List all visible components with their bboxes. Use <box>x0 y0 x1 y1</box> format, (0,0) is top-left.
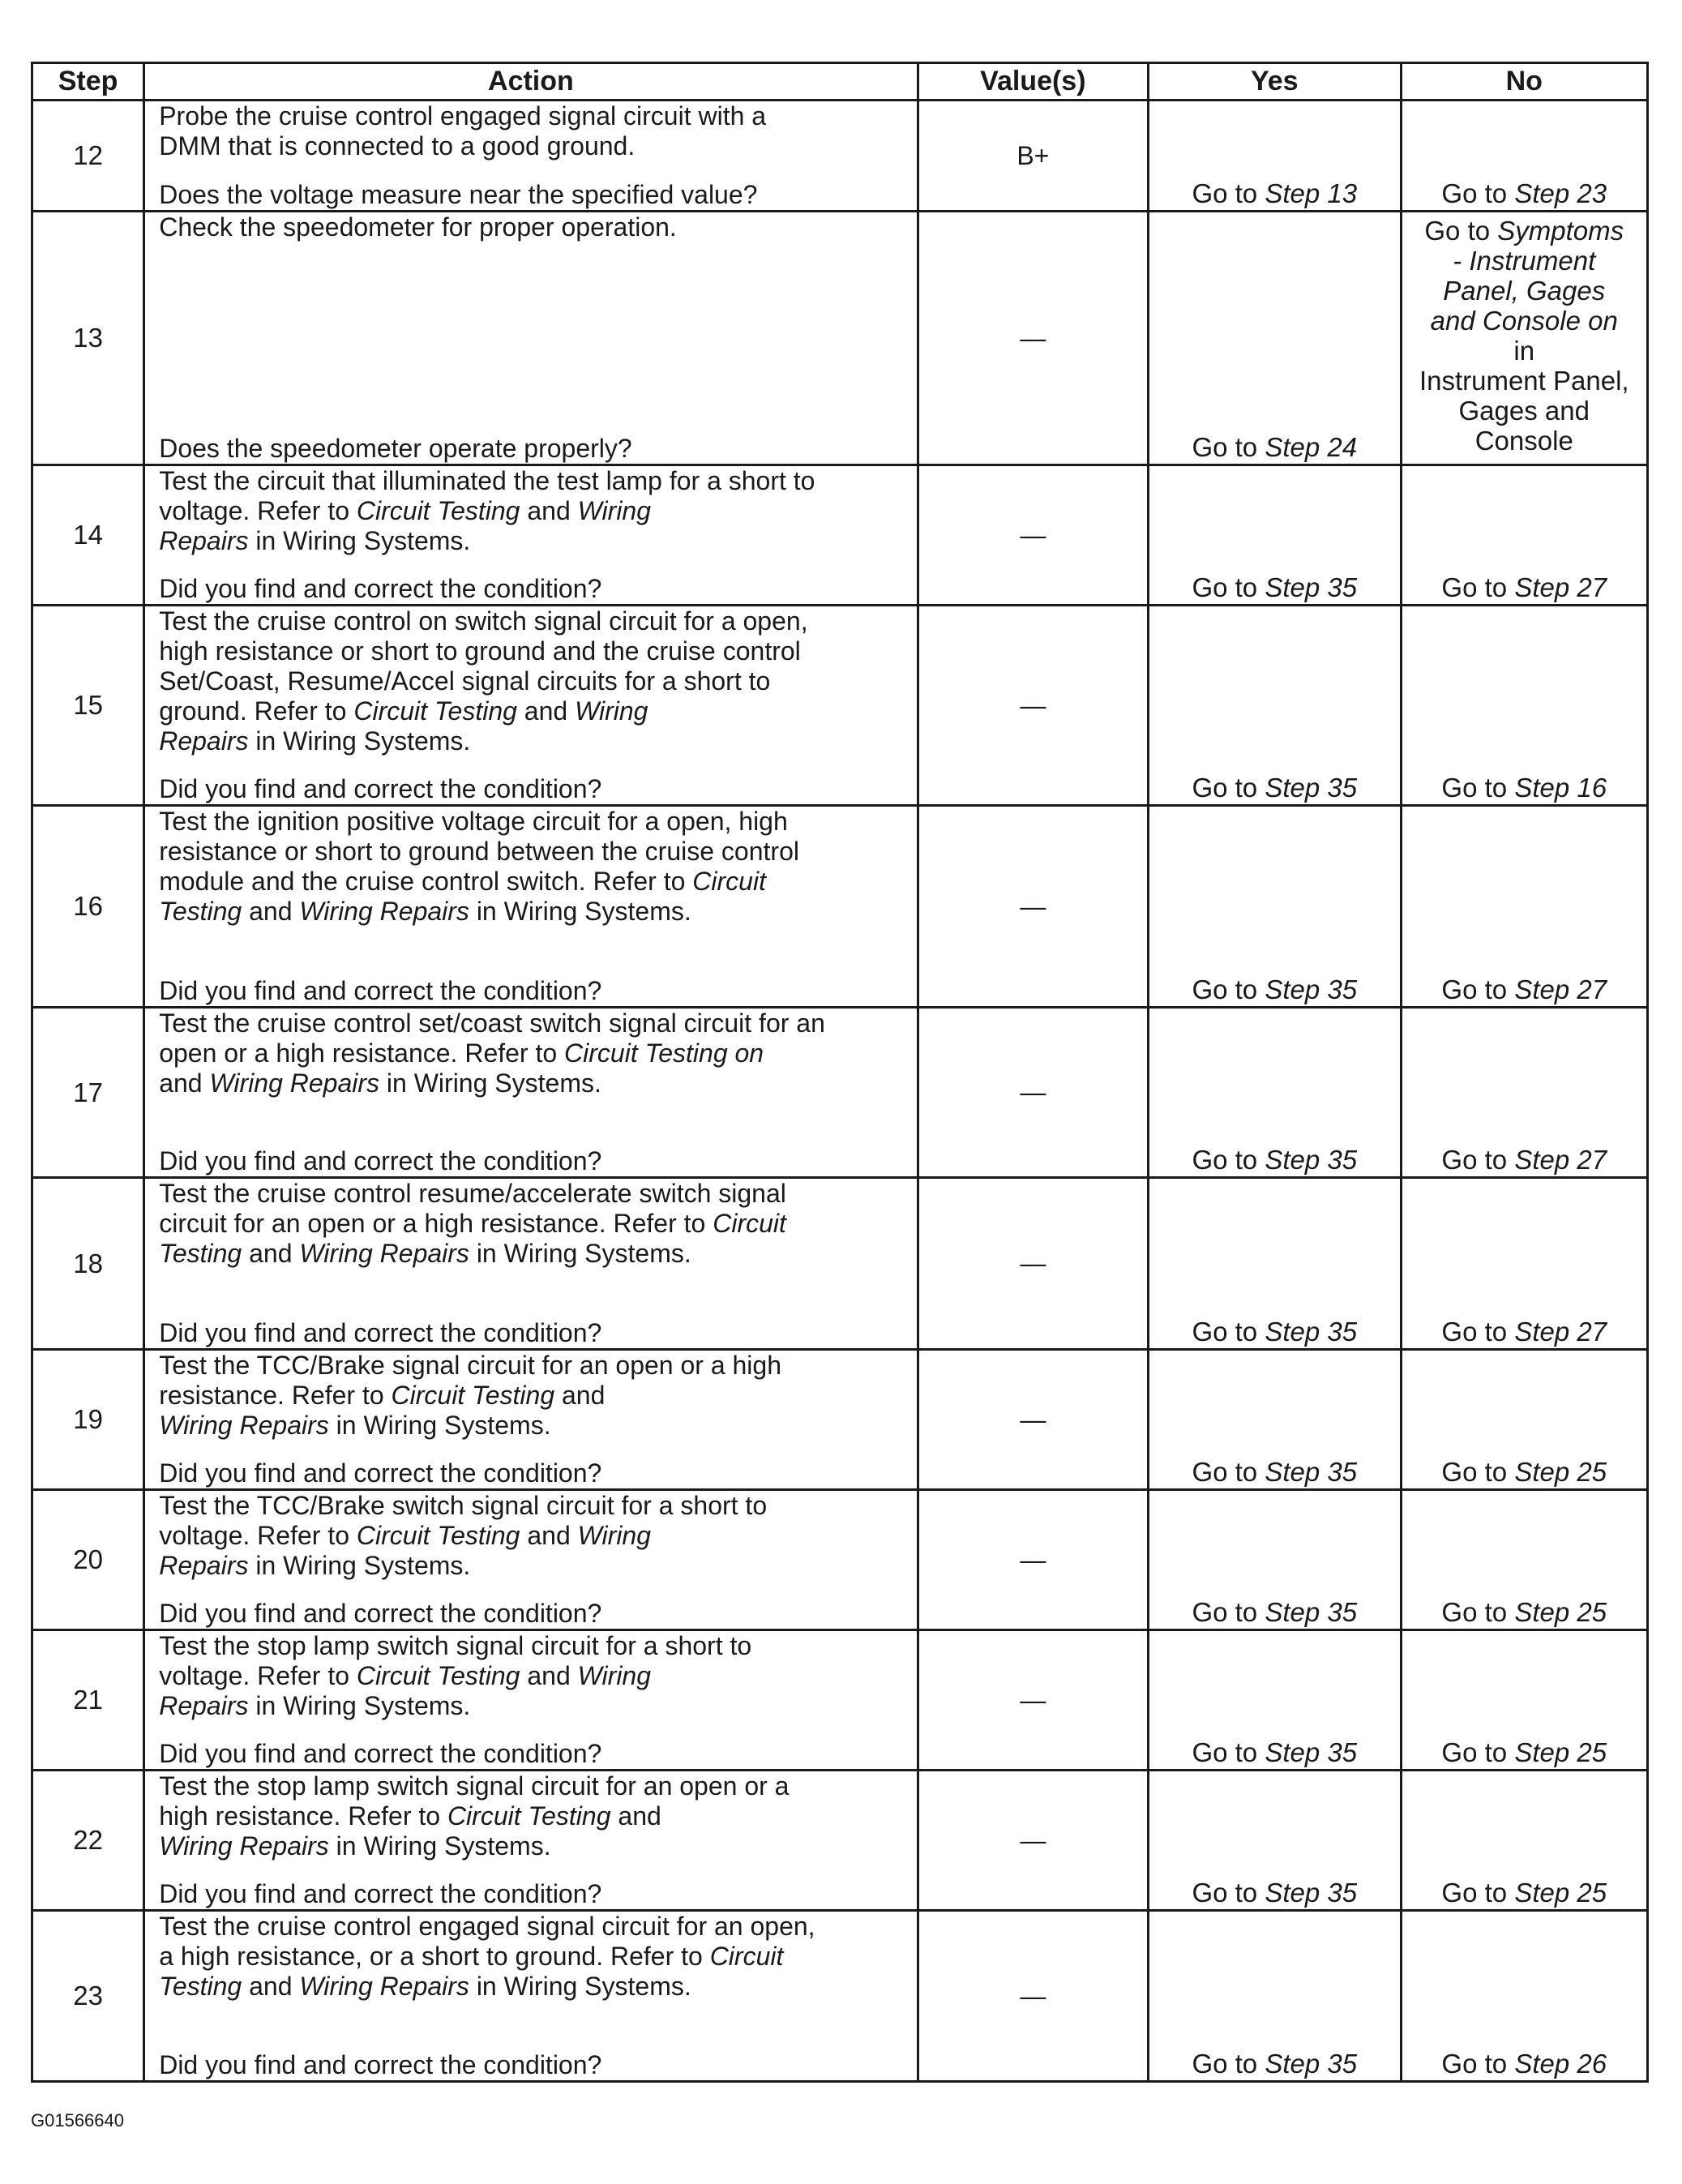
action-line <box>159 1831 908 1861</box>
no-line <box>1402 246 1646 276</box>
no-step-link: Step 27 <box>1514 1317 1607 1347</box>
action-text: high resistance. Refer to <box>159 1801 447 1831</box>
reference-text: Circuit Testing <box>356 1661 520 1690</box>
action-cell <box>144 1630 918 1771</box>
action-text: voltage. Refer to <box>159 1521 357 1550</box>
action-line <box>159 1239 908 1269</box>
no-step-link: Step 27 <box>1514 572 1607 602</box>
action-line <box>159 1068 908 1098</box>
action-instruction <box>159 807 908 927</box>
no-cell <box>1401 806 1647 1008</box>
action-line <box>159 1521 908 1551</box>
action-text: resistance. Refer to <box>159 1381 392 1410</box>
step-number: 22 <box>32 1771 144 1911</box>
reference-text: Wiring Repairs <box>159 1411 329 1440</box>
action-text: Test the TCC/Brake switch signal circuit for a short to <box>159 1491 768 1520</box>
no-step-link: Step 25 <box>1514 1457 1607 1487</box>
action-text: in Wiring Systems. <box>469 1239 691 1268</box>
yes-step-link: Step 35 <box>1265 2049 1358 2079</box>
step-number: 17 <box>32 1008 144 1178</box>
action-instruction <box>159 1008 908 1098</box>
action-line <box>159 606 908 636</box>
yes-prefix: Go to <box>1192 1737 1265 1767</box>
action-cell <box>144 1490 918 1630</box>
action-question: Did you find and correct the condition? <box>159 574 602 603</box>
step-number: 20 <box>32 1490 144 1630</box>
action-cell <box>144 606 918 806</box>
action-question: Did you find and correct the condition? <box>159 2050 602 2079</box>
action-line <box>159 1661 908 1691</box>
action-question: Did you find and correct the condition? <box>159 1146 602 1176</box>
value-cell: — <box>918 212 1148 465</box>
no-line-reference: Symptoms <box>1497 216 1624 246</box>
action-cell <box>144 1350 918 1490</box>
action-cell <box>144 1178 918 1350</box>
action-line <box>159 696 908 726</box>
action-question: Did you find and correct the condition? <box>159 774 602 803</box>
reference-text: Testing <box>159 1972 242 2001</box>
yes-step-link: Step 35 <box>1265 1878 1358 1908</box>
no-prefix: Go to <box>1441 572 1515 602</box>
action-text: in Wiring Systems. <box>248 726 471 756</box>
action-text: in Wiring Systems. <box>469 897 691 926</box>
action-text: voltage. Refer to <box>159 1661 357 1690</box>
reference-text: Wiring Repairs <box>299 1972 469 2001</box>
yes-cell <box>1149 1350 1401 1490</box>
reference-text: Repairs <box>159 1691 249 1720</box>
action-line <box>159 526 908 556</box>
no-line-reference: - Instrument <box>1453 246 1596 276</box>
no-line-text: Gages and <box>1458 396 1590 426</box>
value-cell: — <box>918 465 1148 606</box>
action-line <box>159 1771 908 1801</box>
action-text: high resistance or short to ground and the cruise control <box>159 636 801 666</box>
value-cell: — <box>918 1630 1148 1771</box>
value-cell: — <box>918 1008 1148 1178</box>
action-text: and <box>242 1239 300 1268</box>
yes-cell <box>1149 1008 1401 1178</box>
action-line: DMM that is connected to a good ground. <box>159 131 636 161</box>
no-step-link: Step 25 <box>1514 1737 1607 1767</box>
action-line <box>159 1912 908 1942</box>
action-line <box>159 1942 908 1972</box>
action-text: Test the cruise control resume/accelerate switch signal <box>159 1179 786 1208</box>
action-text: Test the cruise control on switch signal circuit for a open, <box>159 606 808 636</box>
action-line <box>159 636 908 666</box>
action-question: Did you find and correct the condition? <box>159 1599 602 1628</box>
yes-step-link: Step 35 <box>1265 572 1358 602</box>
step-number: 21 <box>32 1630 144 1771</box>
yes-prefix: Go to <box>1192 1597 1265 1627</box>
action-text: and <box>520 496 578 525</box>
table-row <box>32 606 1648 806</box>
yes-prefix: Go to <box>1192 572 1265 602</box>
no-cell <box>1401 465 1647 606</box>
yes-step-link: Step 35 <box>1265 1317 1358 1347</box>
no-prefix: Go to <box>1441 974 1515 1004</box>
action-text: in Wiring Systems. <box>248 1691 471 1720</box>
reference-text: Testing <box>159 1239 242 1268</box>
table-row <box>32 101 1648 212</box>
yes-cell <box>1149 1630 1401 1771</box>
yes-cell <box>1149 806 1401 1008</box>
no-line <box>1402 306 1646 336</box>
table-row <box>32 1178 1648 1350</box>
no-cell <box>1401 1630 1647 1771</box>
no-cell <box>1401 212 1647 465</box>
action-text: voltage. Refer to <box>159 496 357 525</box>
table-row <box>32 212 1648 465</box>
action-text: resistance or short to ground between the cruise control <box>159 837 799 866</box>
value-cell: — <box>918 1911 1148 2082</box>
reference-text: Circuit <box>692 867 766 896</box>
action-line <box>159 1801 908 1831</box>
action-instruction <box>159 1771 908 1861</box>
value-cell: — <box>918 606 1148 806</box>
action-line <box>159 496 908 526</box>
action-instruction <box>159 1912 908 2002</box>
action-cell <box>144 101 918 212</box>
action-text: Set/Coast, Resume/Accel signal circuits for a short to <box>159 666 771 696</box>
yes-cell <box>1149 1178 1401 1350</box>
action-line <box>159 1351 908 1381</box>
reference-text: Circuit Testing <box>356 496 520 525</box>
table-row <box>32 1630 1648 1771</box>
action-cell <box>144 1911 918 2082</box>
no-step-link: Step 25 <box>1514 1878 1607 1908</box>
reference-text: Circuit <box>713 1209 786 1238</box>
yes-prefix: Go to <box>1192 432 1265 462</box>
no-cell <box>1401 1490 1647 1630</box>
reference-text: Wiring Repairs <box>299 897 469 926</box>
action-line <box>159 1038 908 1068</box>
action-cell <box>144 465 918 606</box>
reference-text: Circuit Testing on <box>564 1038 764 1068</box>
action-line: Probe the cruise control engaged signal circuit with a <box>159 101 767 131</box>
no-line-text: in <box>1513 336 1535 366</box>
yes-prefix: Go to <box>1192 2049 1265 2079</box>
yes-cell <box>1149 606 1401 806</box>
action-text: and <box>242 897 300 926</box>
action-question: Did you find and correct the condition? <box>159 1739 602 1768</box>
reference-text: Circuit Testing <box>447 1801 611 1831</box>
no-prefix: Go to <box>1441 2049 1515 2079</box>
figure-id: G01566640 <box>31 2110 124 2130</box>
action-instruction <box>159 606 908 756</box>
yes-step-link: Step 35 <box>1265 1457 1358 1487</box>
action-text: Test the TCC/Brake signal circuit for an open or a high <box>159 1351 781 1380</box>
yes-step-link: Step 35 <box>1265 1145 1358 1175</box>
yes-prefix: Go to <box>1192 773 1265 803</box>
header-values: Value(s) <box>918 63 1148 101</box>
action-text: and <box>554 1381 606 1410</box>
action-line <box>159 837 908 867</box>
step-number: 16 <box>32 806 144 1008</box>
action-text: and <box>520 1661 578 1690</box>
header-no: No <box>1401 63 1647 101</box>
no-prefix: Go to <box>1441 1737 1515 1767</box>
no-prefix: Go to <box>1441 1317 1515 1347</box>
no-prefix: Go to <box>1441 178 1515 208</box>
action-line <box>159 1972 908 2002</box>
header-step: Step <box>32 63 144 101</box>
action-line <box>159 1691 908 1721</box>
yes-prefix: Go to <box>1192 1878 1265 1908</box>
yes-cell <box>1149 1911 1401 2082</box>
yes-step-link: Step 13 <box>1265 178 1358 208</box>
no-prefix: Go to <box>1441 773 1515 803</box>
yes-cell <box>1149 465 1401 606</box>
step-number: 12 <box>32 101 144 212</box>
action-text: and <box>159 1068 210 1098</box>
value-cell: — <box>918 1490 1148 1630</box>
step-number: 19 <box>32 1350 144 1490</box>
action-text: a high resistance, or a short to ground. Refer to <box>159 1942 710 1971</box>
reference-text: Wiring <box>577 1521 652 1550</box>
action-cell <box>144 1008 918 1178</box>
reference-text: Wiring Repairs <box>299 1239 469 1268</box>
no-line-text: Console <box>1474 426 1573 456</box>
action-question: Does the voltage measure near the specified value? <box>159 180 758 209</box>
action-instruction <box>159 212 908 242</box>
yes-prefix: Go to <box>1192 974 1265 1004</box>
no-line-text: Instrument Panel, <box>1419 366 1629 396</box>
no-step-link: Step 23 <box>1514 178 1607 208</box>
action-text: ground. Refer to <box>159 696 354 726</box>
action-instruction <box>159 1491 908 1581</box>
yes-prefix: Go to <box>1192 1145 1265 1175</box>
no-cell <box>1401 101 1647 212</box>
action-text: Test the cruise control set/coast switch signal circuit for an <box>159 1008 825 1038</box>
action-text: in Wiring Systems. <box>248 1551 471 1580</box>
value-cell: — <box>918 806 1148 1008</box>
no-line <box>1402 336 1646 366</box>
action-question: Did you find and correct the condition? <box>159 976 602 1005</box>
no-line <box>1402 426 1646 456</box>
step-number: 23 <box>32 1911 144 2082</box>
action-text: in Wiring Systems. <box>248 526 471 555</box>
action-text: module and the cruise control switch. Refer to <box>159 867 693 896</box>
no-cell <box>1401 1771 1647 1911</box>
no-line-reference: and Console on <box>1430 306 1618 336</box>
action-instruction <box>159 466 908 556</box>
action-question: Does the speedometer operate properly? <box>159 434 632 463</box>
no-prefix: Go to <box>1441 1597 1515 1627</box>
action-cell <box>144 1771 918 1911</box>
table-row <box>32 806 1648 1008</box>
yes-prefix: Go to <box>1192 1457 1265 1487</box>
yes-cell <box>1149 212 1401 465</box>
action-line <box>159 1209 908 1239</box>
no-step-link: Step 27 <box>1514 974 1607 1004</box>
step-number: 13 <box>32 212 144 465</box>
action-text: and <box>610 1801 661 1831</box>
no-step-link: Step 16 <box>1514 773 1607 803</box>
action-text: in Wiring Systems. <box>469 1972 691 2001</box>
header-action: Action <box>144 63 918 101</box>
action-text: and <box>242 1972 300 2001</box>
yes-prefix: Go to <box>1192 178 1265 208</box>
action-line: Check the speedometer for proper operation. <box>159 212 677 242</box>
reference-text: Circuit <box>709 1942 784 1971</box>
step-number: 15 <box>32 606 144 806</box>
action-line <box>159 1491 908 1521</box>
no-step-link: Step 25 <box>1514 1597 1607 1627</box>
header-yes: Yes <box>1149 63 1401 101</box>
no-line-text: Go to <box>1424 216 1498 246</box>
reference-text: Circuit Testing <box>353 696 517 726</box>
no-step-link: Step 27 <box>1514 1145 1607 1175</box>
no-prefix: Go to <box>1441 1145 1515 1175</box>
no-step-link: Step 26 <box>1514 2049 1607 2079</box>
reference-text: Repairs <box>159 526 249 555</box>
no-line <box>1402 216 1646 246</box>
action-question: Did you find and correct the condition? <box>159 1458 602 1488</box>
no-prefix: Go to <box>1441 1878 1515 1908</box>
table-row <box>32 465 1648 606</box>
action-instruction <box>159 1179 908 1269</box>
yes-cell <box>1149 1490 1401 1630</box>
yes-prefix: Go to <box>1192 1317 1265 1347</box>
reference-text: Testing <box>159 897 242 926</box>
yes-cell <box>1149 1771 1401 1911</box>
action-line <box>159 1381 908 1411</box>
action-question: Did you find and correct the condition? <box>159 1318 602 1347</box>
reference-text: Repairs <box>159 726 249 756</box>
header-row <box>32 63 1648 101</box>
no-cell <box>1401 1008 1647 1178</box>
action-line <box>159 867 908 897</box>
yes-step-link: Step 35 <box>1265 773 1358 803</box>
no-line-reference: Panel, Gages <box>1443 276 1606 306</box>
action-question: Did you find and correct the condition? <box>159 1879 602 1908</box>
reference-text: Repairs <box>159 1551 249 1580</box>
action-line <box>159 466 908 496</box>
reference-text: Circuit Testing <box>356 1521 520 1550</box>
action-line <box>159 666 908 696</box>
table-row <box>32 1350 1648 1490</box>
action-text: Test the circuit that illuminated the test lamp for a short to <box>159 466 815 495</box>
action-instruction <box>159 1351 908 1441</box>
table-row <box>32 1008 1648 1178</box>
action-instruction <box>159 1631 908 1721</box>
reference-text: Wiring <box>577 496 652 525</box>
step-number: 18 <box>32 1178 144 1350</box>
no-cell <box>1401 606 1647 806</box>
table-body <box>32 101 1648 2082</box>
no-cell <box>1401 1178 1647 1350</box>
action-line <box>159 1631 908 1661</box>
action-text: in Wiring Systems. <box>328 1411 551 1440</box>
value-cell: — <box>918 1771 1148 1911</box>
diagnostic-table <box>31 62 1649 2083</box>
action-instruction <box>159 101 908 161</box>
yes-step-link: Step 35 <box>1265 974 1358 1004</box>
action-text: and <box>520 1521 578 1550</box>
reference-text: Wiring <box>577 1661 652 1690</box>
yes-step-link: Step 35 <box>1265 1737 1358 1767</box>
reference-text: Circuit Testing <box>391 1381 555 1410</box>
action-text: Test the ignition positive voltage circuit for a open, high <box>159 807 788 836</box>
action-text: and <box>516 696 576 726</box>
action-line <box>159 1551 908 1581</box>
reference-text: Wiring Repairs <box>159 1831 329 1861</box>
no-prefix: Go to <box>1441 1457 1515 1487</box>
reference-text: Wiring <box>575 696 648 726</box>
action-cell <box>144 806 918 1008</box>
action-line <box>159 1179 908 1209</box>
reference-text: Wiring Repairs <box>209 1068 380 1098</box>
yes-step-link: Step 24 <box>1265 432 1358 462</box>
table-row <box>32 1771 1648 1911</box>
action-cell <box>144 212 918 465</box>
value-cell: — <box>918 1350 1148 1490</box>
yes-step-link: Step 35 <box>1265 1597 1358 1627</box>
action-text: in Wiring Systems. <box>328 1831 551 1861</box>
table-row <box>32 1911 1648 2082</box>
action-text: Test the stop lamp switch signal circuit for a short to <box>159 1631 752 1660</box>
step-number: 14 <box>32 465 144 606</box>
action-text: circuit for an open or a high resistance. Refer to <box>159 1209 713 1238</box>
action-line <box>159 807 908 837</box>
action-text: open or a high resistance. Refer to <box>159 1038 565 1068</box>
value-cell: — <box>918 1178 1148 1350</box>
yes-cell <box>1149 101 1401 212</box>
action-line <box>159 1411 908 1441</box>
action-text: in Wiring Systems. <box>379 1068 601 1098</box>
action-line <box>159 897 908 927</box>
no-cell <box>1401 1911 1647 2082</box>
no-line <box>1402 366 1646 396</box>
table-row <box>32 1490 1648 1630</box>
action-text: Test the cruise control engaged signal circuit for an open, <box>159 1912 815 1941</box>
action-text: Test the stop lamp switch signal circuit for an open or a <box>159 1771 790 1801</box>
value-cell: B+ <box>918 101 1148 212</box>
no-line <box>1402 276 1646 306</box>
action-line <box>159 726 908 756</box>
no-cell <box>1401 1350 1647 1490</box>
no-line <box>1402 396 1646 426</box>
action-line <box>159 1008 908 1038</box>
